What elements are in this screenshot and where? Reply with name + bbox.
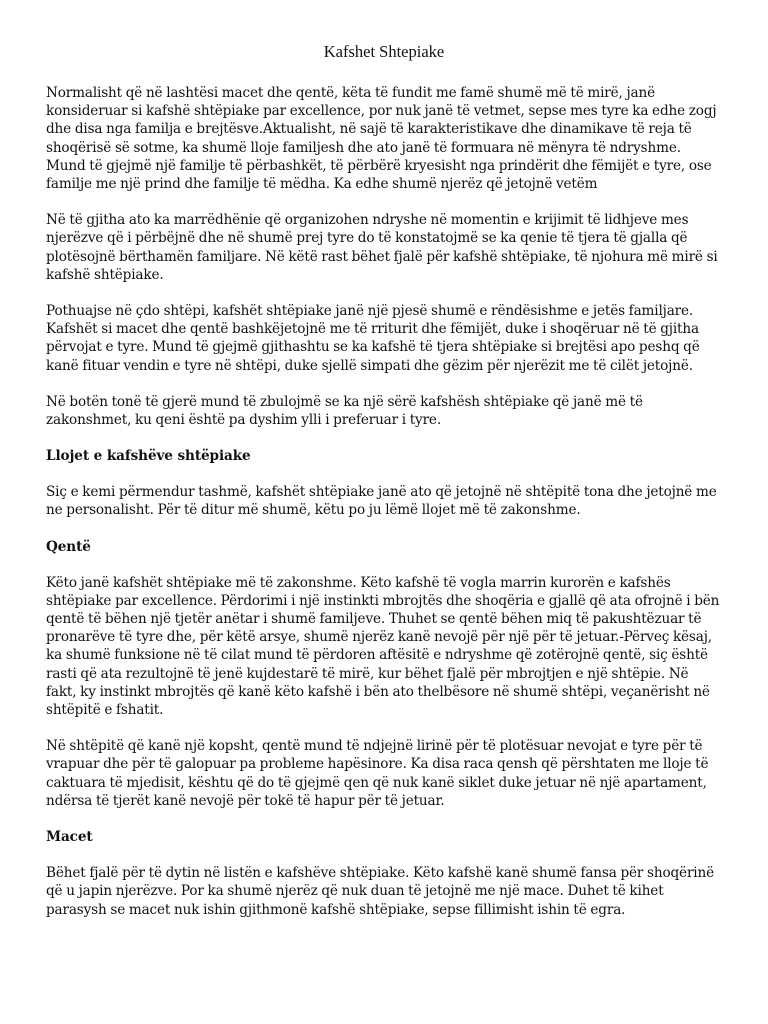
- paragraph-intro: Normalisht që në lashtësi macet dhe qentë, këta të fundit me famë shumë më të mirë, janë konsideruar si kafshë shtëpiake par excellence, por nuk janë të vetmet, sepse mes tyre ka edhe zogj dhe disa nga familja e brejtësve.Aktualisht, në sajë të karakteristikave dhe dinamikave të reja të shoqërisë së sotme, ka shumë lloje familjesh dhe ato janë të formuara në mënyra të ndryshme. Mund të gjejmë një familje të përbashkët, të përbërë kryesisht nga prindërit dhe fëmijët e tyre, ose familje me një prind dhe familje të mëdha. Ka edhe shumë njerëz që jetojnë vetëm: [46, 85, 717, 193]
- heading-dogs: Qentë: [46, 538, 91, 555]
- heading-cats: Macet: [46, 829, 93, 846]
- document-title: Kafshet Shtepiake: [323, 42, 445, 61]
- heading-pet-types: Llojet e kafshëve shtëpiake: [46, 448, 251, 465]
- document-page: [46, 42, 722, 937]
- paragraph-types-intro: Siç e kemi përmendur tashmë, kafshët shtëpiake janë ato që jetojnë në shtëpitë tona dhe jetojnë me ne personalisht. Për të ditur më shumë, këtu po ju lëmë llojet më të zakonshme.: [46, 484, 717, 519]
- paragraph-family-life: Pothuajse në çdo shtëpi, kafshët shtëpiake janë një pjesë shumë e rëndësishme e jetës familjare. Kafshët si macet dhe qentë bashkëjetojnë me të rriturit dhe fëmijët, duke i shoqëruar në të gjitha përvojat e tyre. Mund të gjejmë gjithashtu se ka kafshë të tjera shtëpiake si brejtësi apo peshq që kanë fituar vendin e tyre në shtëpi, duke sjellë simpati dhe gëzim për njerëzit me të cilët jetojnë.: [46, 303, 700, 374]
- paragraph-cats: Bëhet fjalë për të dytin në listën e kafshëve shtëpiake. Këto kafshë kanë shumë fansa për shoqërinë që u japin njerëzve. Por ka shumë njerëz që nuk duan të jetojnë me një mace. Duhet të kihet parasysh se macet nuk ishin gjithmonë kafshë shtëpiake, sepse fillimisht ishin të egra.: [46, 865, 714, 918]
- paragraph-relationships: Në të gjitha ato ka marrëdhënie që organizohen ndryshe në momentin e krijimit të lidhjeve mes njerëzve që i përbëjnë dhe në shumë prej tyre do të konstatojmë se ka qenie të tjera të gjalla që plotësojnë bërthamën familjare. Në këtë rast bëhet fjalë për kafshë shtëpiake, të njohura më mirë si kafshë shtëpiake.: [46, 212, 718, 283]
- paragraph-common-pets: Në botën tonë të gjerë mund të zbulojmë se ka një sërë kafshësh shtëpiake që janë më të zakonshmet, ku qeni është pa dyshim ylli i preferuar i tyre.: [46, 393, 643, 429]
- paragraph-dogs-2: Në shtëpitë që kanë një kopsht, qentë mund të ndjejnë lirinë për të plotësuar nevojat e tyre për të vrapuar dhe për të galopuar pa probleme hapësinore. Ka disa raca qensh që përshtaten me lloje të caktuara të mjedisit, kështu që do të gjejmë qen që nuk kanë siklet duke jetuar në një apartament, ndërsa të tjerët kanë nevojë për tokë të hapur për të jetuar.: [46, 738, 709, 809]
- paragraph-dogs-1: Këto janë kafshët shtëpiake më të zakonshme. Këto kafshë të vogla marrin kurorën e kafshës shtëpiake par excellence. Përdorimi i një instinkti mbrojtës dhe shoqëria e gjallë që ata ofrojnë i bën qentë të bëhen një tjetër anëtar i shumë familjeve. Thuhet se qentë bëhen miq të pakushtëzuar të pronarëve të tyre dhe, për këtë arsye, shumë njerëz kanë nevojë për një për të jetuar.-Përveç kësaj, ka shumë funksione në të cilat mund të përdoren aftësitë e ndryshme që zotërojnë qentë, siç është rasti që ata rezultojnë të jenë kujdestarë të mirë, kur bëhet fjalë për mbrojtjen e një shtëpie. Në fakt, ky instinkt mbrojtës që kanë këto kafshë i bën ato thelbësore në shumë shtëpi, veçanërisht në shtëpitë e fshatit.: [46, 574, 720, 719]
